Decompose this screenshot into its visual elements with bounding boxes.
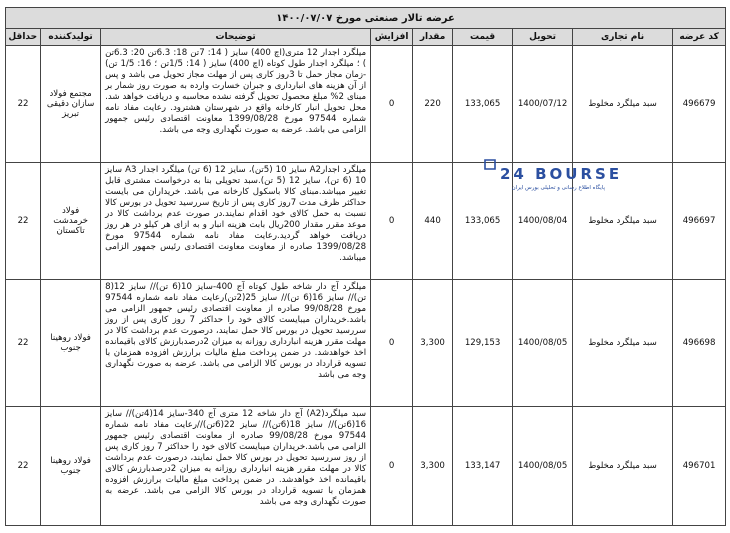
cell-description: سبد میلگرد(A2) آج دار شاخه 12 متری آج 340-سایز 14(4تن)// سایز 16(6تن)// سایز 18(6تن)// سایز 22(6تن)//رعایت مفاد نامه شماره 97544 مورخ 99/08/28 صادره از معاونت اقتصادی رئیس جمهور الزامی می باشد.خریداران میبایست کالای خود را حداکثر 7 روز کاری پس از روز سررسید تحویل در بورس کالا حمل نمایند، درصورت عدم برداشت کالا در مهلت مقرر هزینه انبارداری روزانه به میزان 2درصدبارزش کالای باقیمانده اخذ خواهدشد. در ضمن پرداخت مبلغ مالیات برارزش افزوده همزمان با تسویه قرارداد در بورس کالا الزامی می باشد. عرضه به صورت نگهداری وجه می باشد — [101, 407, 371, 526]
cell-delivery: 1400/08/05 — [513, 280, 573, 407]
cell-description: میلگرد آج دار شاخه طول کوتاه آج 400-سایز 10(6 تن)// سایز 12(8 تن)// سایز 16(6 تن)// سایز 25(2تن)رعایت مفاد نامه شماره 97544 مورخ 99/08/28 صادره از معاونت اقتصادی رئیس جمهور الزامی می باشد.خریداران میبایست کالای خود را حداکثر 7 روز کاری پس از روز سررسید تحویل در بورس کالا حمل نمایند، درصورت عدم برداشت کالا در مهلت مقرر هزینه انبارداری روزانه به میزان 2درصدبارزش کالای باقیمانده اخذ خواهدشد. در ضمن پرداخت مبلغ مالیات برارزش افزوده همزمان با تسویه قرارداد در بورس کالا الزامی می باشد. عرضه به صورت نگهداری وجه می باشد — [101, 280, 371, 407]
header-increase: افزایش — [371, 29, 413, 46]
cell-producer: فولاد روهینا جنوب — [41, 407, 101, 526]
cell-price: 133,147 — [453, 407, 513, 526]
cell-quantity: 220 — [413, 46, 453, 163]
cell-producer: فولاد روهینا جنوب — [41, 280, 101, 407]
cell-description: میلگرد اجدار 12 متری(اچ 400) سایز ( 14: 7تن 18: 6.3تن 20: 6.3تن ) ؛ میلگرد اجدار طول کوتاه (اچ 400) سایز ( 14: 1/5تن ؛ 16: 1/5 تن) -زمان مجاز حمل تا 3روز کاری پس از مهلت مجاز تحویل می باشد و پس از آن هزینه های انبارداری و جبران خسارت وارده به صورت روز شمار بر مبنای 2% مبلغ محصول تحویل گرفته نشده محاسبه و دریافت خواهد شد. محل تحویل انبار کارخانه واقع در شهرستان هشترود. رعایت مفاد نامه شماره 97544 مورخ 1399/08/28 معاونت اقتصادی رئیس جمهور الزامی می باشد. عرضه به صورت نگهداری وجه می باشد. — [101, 46, 371, 163]
cell-minimum: 22 — [6, 163, 41, 280]
cell-minimum: 22 — [6, 407, 41, 526]
cell-increase: 0 — [371, 163, 413, 280]
header-delivery: تحویل — [513, 29, 573, 46]
header-price: قیمت — [453, 29, 513, 46]
header-quantity: مقدار — [413, 29, 453, 46]
cell-minimum: 22 — [6, 46, 41, 163]
cell-trade-name: سبد میلگرد مخلوط — [573, 163, 673, 280]
header-code: کد عرضه — [673, 29, 726, 46]
table-row — [6, 163, 726, 280]
header-description: توضیحات — [101, 29, 371, 46]
cell-code: 496679 — [673, 46, 726, 163]
table-row — [6, 46, 726, 163]
table-row — [6, 280, 726, 407]
cell-delivery: 1400/08/05 — [513, 407, 573, 526]
cell-code: 496697 — [673, 163, 726, 280]
cell-price: 133,065 — [453, 163, 513, 280]
table-row — [6, 407, 726, 526]
cell-increase: 0 — [371, 46, 413, 163]
cell-code: 496698 — [673, 280, 726, 407]
header-producer: تولیدکننده — [41, 29, 101, 46]
cell-trade-name: سبد میلگرد مخلوط — [573, 280, 673, 407]
cell-price: 129,153 — [453, 280, 513, 407]
cell-increase: 0 — [371, 280, 413, 407]
cell-code: 496701 — [673, 407, 726, 526]
cell-producer: فولاد خرمدشت تاکستان — [41, 163, 101, 280]
cell-delivery: 1400/08/04 — [513, 163, 573, 280]
cell-increase: 0 — [371, 407, 413, 526]
header-trade-name: نام تجاری — [573, 29, 673, 46]
cell-producer: مجتمع فولاد سازان دقیقی تبریز — [41, 46, 101, 163]
offer-sheet — [5, 7, 725, 526]
header-minimum: حداقل — [6, 29, 41, 46]
offers-table — [5, 7, 726, 526]
cell-quantity: 440 — [413, 163, 453, 280]
watermark-brand: 24 BOURSE — [500, 165, 623, 183]
cell-quantity: 3,300 — [413, 407, 453, 526]
cell-delivery: 1400/07/12 — [513, 46, 573, 163]
cell-trade-name: سبد میلگرد مخلوط — [573, 407, 673, 526]
cell-minimum: 22 — [6, 280, 41, 407]
cell-description: میلگرد اجدارA2 سایز 10 (5تن)، سایز 12 (6 تن) میلگرد اجدار A3 سایز 10 (6 تن)، سایز 12 (5 تن).سبد تحویلی بنا به درخواست مشتری قابل تغییر میباشد.مبنای کالا باسکول کارخانه می باشد. خریداران می بایست حداکثر ظرف مدت 7روز کاری پس از تاریخ سررسید تحویل در بورس کالا نسبت به حمل کالای خود اقدام نمایند.در صورت عدم برداشت کالا در موعد مقرر مقدار 200ریال بابت هزینه انبار و به ازای هر کیلو در هر روز دریافت خواهد گردید.رعایت مفاد نامه شماره 97544 مورخ 1399/08/28 صادره از معاونت معاونت اقتصادی رئیس جمهور الزامی میباشد. — [101, 163, 371, 280]
sheet-title: عرضه تالار صنعتی مورخ ۱۴۰۰/۰۷/۰۷ — [6, 8, 726, 29]
cell-quantity: 3,300 — [413, 280, 453, 407]
watermark-tagline: پایگاه اطلاع رسانی و تحلیلی بورس ایران — [511, 185, 605, 191]
header-row — [6, 29, 726, 46]
cell-trade-name: سبد میلگرد مخلوط — [573, 46, 673, 163]
cell-price: 133,065 — [453, 46, 513, 163]
